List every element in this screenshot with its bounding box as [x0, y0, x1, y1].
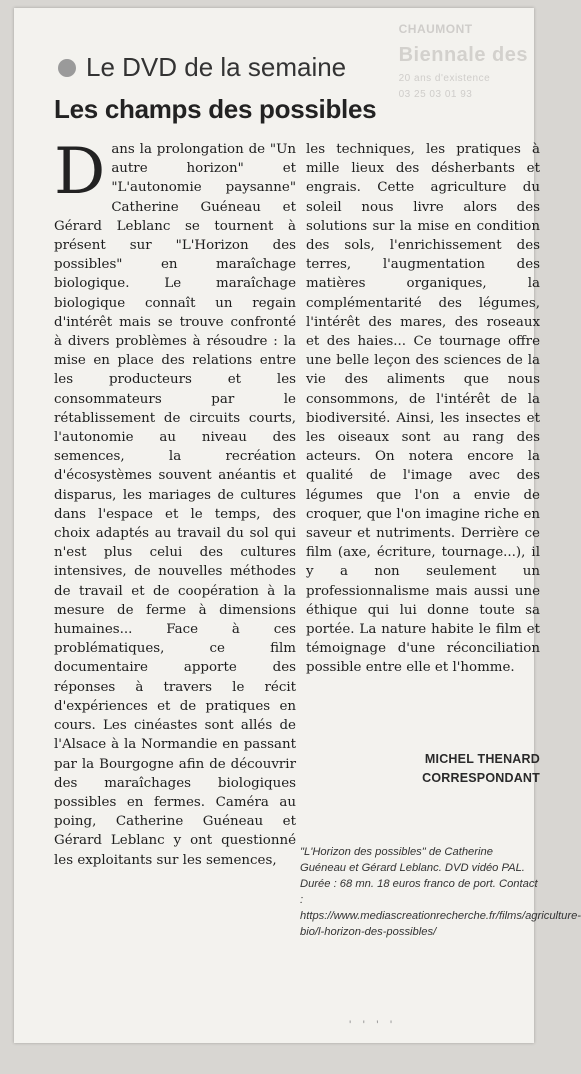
kicker-text: Le DVD de la semaine: [86, 52, 347, 82]
ghost-line-4: 03 25 03 01 93: [398, 89, 473, 101]
credits-text: "L'Horizon des possibles" de Catherine Guéneau et Gérard Leblanc. DVD vidéo PAL. Durée : 68 mn. 18 euros franco de port. Contact : https://www.mediascreationrecherche.fr/films/agriculture-bio/l-horizon-des-possibles/: [300, 846, 581, 938]
byline: [364, 750, 540, 788]
ghost-line-2: Biennale des: [398, 44, 528, 67]
byline-name: MICHEL THENARD: [424, 752, 540, 766]
bleed-through-text: [399, 20, 528, 103]
article-headline: Les champs des possibles: [54, 94, 377, 124]
page-marks: ' ' ' ': [349, 1018, 397, 1032]
newspaper-clipping: [14, 8, 581, 1043]
ghost-line-3: 20 ans d'existence: [398, 73, 491, 85]
ghost-line-1: CHAUMONT: [398, 22, 473, 36]
article-column-left: [54, 135, 296, 870]
byline-role: CORRESPONDANT: [422, 771, 540, 785]
article-column-right: [306, 140, 540, 678]
column-right-text: les techniques, les pratiques à mille lieux des désherbants et engrais. Cette agriculture du soleil nous livre alors des solutions sur la mise en condition des sols, l'enrichissement des terres, l'augmentation des matières organiques, la complémentarité des légumes, l'intérêt des mares, des roseaux et des haies... Ce tournage offre une belle leçon des sciences de la vie des aliments que nous consommons, de l'intérêt de la biodiversité. Ainsi, les insectes et les oiseaux sont au rang des acteurs. On notera encore la qualité de l'image avec des légumes que l'on a envie de croquer, que l'on imagine riche en saveur et nutriments. Derrière ce film (axe, écriture, tournage...), il y a non seulement un professionnalisme mais aussi une éthique qui lui donne toute sa portée. La nature habite le film et témoignage d'une réconciliation possible entre elle et l'homme.: [306, 142, 540, 676]
drop-cap: D: [54, 135, 106, 209]
dvd-credits: [300, 844, 581, 940]
column-left-text: ans la prolongation de "Un autre horizon" et "L'autonomie paysanne" Catherine Guéneau et Gérard Leblanc se tournent à présent sur "L'Horizon des possibles" en maraîchage biologique. Le maraîchage biologique connaît un regain d'intérêt mais se trouve confronté à divers problèmes à résoudre : la mise en place des relations entre les producteurs et les consommateurs par le rétablissement de circuits courts, l'autonomie au niveau des semences, la recréation d'écosystèmes souvent anéantis et disparus, les mariages de cultures dans l'espace et le temps, des choix adaptés au travail du sol qui n'est plus celui des cultures intensives, de nouvelles méthodes de travail et de coopération à la mesure de ferme à dimensions humaines... Face à ces problématiques, ce film documentaire apporte des réponses à travers le récit d'expériences et de pratiques en cours. Les cinéastes sont allés de l'Alsace à la Normandie en passant par la Bourgogne afin de découvrir des maraîchages biologiques possibles en fermes. Caméra au poing, Catherine Guéneau et Gérard Leblanc y ont questionné les exploitants sur les semences,: [54, 142, 296, 868]
section-kicker: [58, 52, 346, 83]
bullet-icon: [58, 59, 76, 77]
